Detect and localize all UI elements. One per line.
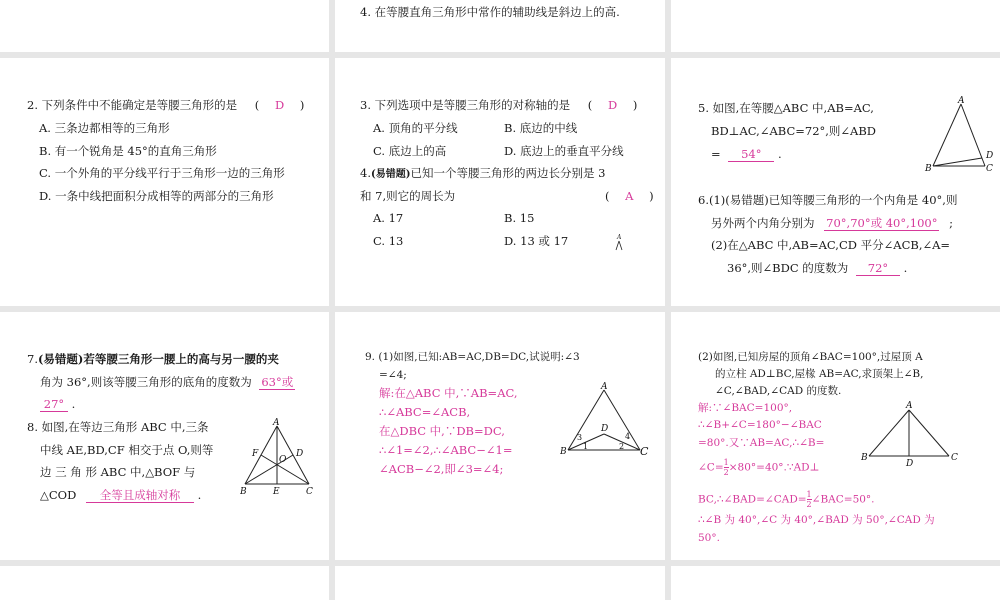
q8-label-f: F bbox=[252, 449, 259, 459]
q4-answer-paren: ( A ) bbox=[605, 189, 654, 203]
q9-solution-2: ∴∠ABC=∠ACB, bbox=[379, 405, 471, 419]
q8-line3: 边 三 角 形 ABC 中,△BOF 与 bbox=[40, 465, 196, 479]
q3-answer: D bbox=[607, 98, 618, 112]
q9b-label-a: A bbox=[906, 401, 913, 411]
q5-label-c: C bbox=[986, 164, 993, 174]
q3-option-c: C. 底边上的高 bbox=[373, 144, 447, 158]
q9b-line1: (2)如图,已知房屋的顶角∠BAC=100°,过屋顶 A bbox=[698, 351, 923, 363]
q6-line1: 6.(1)(易错题)已知等腰三角形的一个内角是 40°,则 bbox=[698, 193, 958, 207]
q4-answer: A bbox=[625, 189, 634, 203]
panel-bottom-middle bbox=[335, 566, 665, 600]
q9-label-d: D bbox=[601, 424, 609, 434]
q9b-solution-2: ∴∠B+∠C=180°−∠BAC bbox=[698, 419, 822, 431]
q6-answer-2: 72° bbox=[856, 263, 900, 276]
q5-line1: 5. 如图,在等腰△ABC 中,AB=AC, bbox=[698, 101, 874, 115]
question-4-top: 4. 在等腰直角三角形中常作的辅助线是斜边上的高. bbox=[360, 5, 620, 19]
q8-line4: △COD 全等且成轴对称 . bbox=[40, 488, 202, 502]
q9-label-2: 2 bbox=[619, 442, 625, 451]
q5-label-a: A bbox=[958, 96, 965, 106]
panel-q5-q6 bbox=[671, 58, 1000, 306]
panel-bottom-right bbox=[671, 566, 1000, 600]
q9b-label-d: D bbox=[906, 459, 914, 469]
q9-label-b: B bbox=[560, 447, 567, 457]
q9b-line2: 的立柱 AD⊥BC,屋椽 AB=AC,求顶架上∠B, bbox=[715, 368, 924, 380]
q8-line1: 8. 如图,在等边三角形 ABC 中,三条 bbox=[27, 420, 209, 434]
q8-line2: 中线 AE,BD,CF 相交于点 O,则等 bbox=[40, 443, 214, 457]
q9-solution-1: 解:在△ABC 中,∵AB=AC, bbox=[379, 386, 518, 400]
q5-line2: BD⊥AC,∠ABC=72°,则∠ABD bbox=[711, 124, 877, 138]
panel-q9-part2 bbox=[671, 312, 1000, 560]
panel-top-left bbox=[0, 0, 329, 52]
q9-label-c: C bbox=[640, 445, 649, 458]
q3-option-b: B. 底边的中线 bbox=[504, 121, 578, 135]
q9-solution-3: 在△DBC 中,∵DB=DC, bbox=[379, 424, 505, 438]
q7-line1: 7.(易错题)若等腰三角形一腰上的高与另一腰的夹 bbox=[27, 352, 279, 366]
panel-top-right bbox=[671, 0, 1000, 52]
q2-option-c: C. 一个外角的平分线平行于三角形一边的三角形 bbox=[39, 166, 285, 180]
q9-triangle-figure bbox=[560, 382, 650, 462]
q6-line4: 36°,则∠BDC 的度数为 72° . bbox=[727, 261, 908, 275]
panel-q3-q4 bbox=[335, 58, 665, 306]
q6-line3: (2)在△ABC 中,AB=AC,CD 平分∠ACB,∠A= bbox=[711, 238, 951, 252]
q2-answer: D bbox=[274, 98, 285, 112]
q9-solution-4: ∴∠1=∠2,∴∠ABC−∠1= bbox=[379, 443, 513, 457]
q7-line3: 27° . bbox=[40, 399, 75, 412]
q8-label-b: B bbox=[240, 487, 247, 497]
q9b-solution-6: ∴∠B 为 40°,∠C 为 40°,∠BAD 为 50°,∠CAD 为 bbox=[698, 514, 935, 526]
q9b-label-c: C bbox=[951, 453, 958, 463]
q4-option-a: A. 17 bbox=[373, 211, 404, 225]
panel-top-middle bbox=[335, 0, 665, 52]
q5-triangle-figure bbox=[923, 96, 998, 176]
panel-q9-part1 bbox=[335, 312, 665, 560]
q9-label-1: 1 bbox=[583, 442, 589, 451]
q6-answer-1: 70°,70°或 40°,100° bbox=[826, 216, 938, 230]
q3-option-a: A. 顶角的平分线 bbox=[373, 121, 458, 135]
q4-option-d: D. 13 或 17 bbox=[504, 234, 569, 248]
q2-option-d: D. 一条中线把面积分成相等的两部分的三角形 bbox=[39, 189, 274, 203]
q5-answer: 54° bbox=[728, 149, 774, 162]
panel-bottom-left bbox=[0, 566, 329, 600]
q9b-solution-4: ∠C= $\frac{1}{2}$ ×80°=40°.∵AD⊥ bbox=[698, 458, 820, 477]
q8-label-c: C bbox=[306, 487, 313, 497]
q5-line3: = 54° . bbox=[711, 147, 782, 161]
q4-option-b: B. 15 bbox=[504, 211, 535, 225]
q8-triangle-figure bbox=[240, 418, 320, 498]
q8-label-e: E bbox=[273, 487, 280, 497]
q9-label-3: 3 bbox=[577, 433, 583, 442]
panel-q7-q8 bbox=[0, 312, 329, 560]
q9-line1: 9. (1)如图,已知:AB=AC,DB=DC,试说明:∠3 bbox=[365, 351, 580, 363]
q9-solution-5: ∠ACB−∠2,即∠3=∠4; bbox=[379, 462, 504, 476]
q4-option-c: C. 13 bbox=[373, 234, 404, 248]
q9b-house-figure bbox=[861, 400, 971, 470]
q2-option-b: B. 有一个锐角是 45°的直角三角形 bbox=[39, 144, 217, 158]
q9-label-a: A bbox=[601, 382, 608, 392]
panel-q2 bbox=[0, 58, 329, 306]
q2-stem: 2. 下列条件中不能确定是等腰三角形的是 ( D ) bbox=[27, 98, 305, 112]
q2-option-a: A. 三条边都相等的三角形 bbox=[39, 121, 170, 135]
q5-label-b: B bbox=[925, 164, 932, 174]
q9b-solution-1: 解:∵∠BAC=100°, bbox=[698, 402, 793, 414]
q9b-label-b: B bbox=[861, 453, 868, 463]
q9b-solution-5: BC,∴∠BAD=∠CAD= $\frac{1}{2}$ ∠BAC=50°. bbox=[698, 490, 875, 509]
q3-option-d: D. 底边上的垂直平分线 bbox=[504, 144, 624, 158]
q7-answer-b: 27° bbox=[40, 399, 68, 412]
q4-stem-line2: 和 7,则它的周长为 bbox=[360, 189, 456, 203]
q9-label-4: 4 bbox=[625, 432, 631, 441]
q8-label-o: O bbox=[279, 455, 287, 465]
q9-line2: =∠4; bbox=[379, 369, 407, 381]
q9b-solution-7: 50°. bbox=[698, 532, 720, 544]
q9b-solution-3: =80°.又∵AB=AC,∴∠B= bbox=[698, 437, 825, 449]
q8-label-a: A bbox=[273, 418, 280, 428]
q8-answer: 全等且成轴对称 bbox=[86, 490, 194, 503]
q9b-line3: ∠C,∠BAD,∠CAD 的度数. bbox=[715, 385, 842, 397]
q7-line2: 角为 36°,则该等腰三角形的底角的度数为 63°或 bbox=[40, 375, 294, 389]
mini-triangle-figure bbox=[611, 232, 631, 254]
q8-label-d: D bbox=[296, 449, 304, 459]
q7-answer-a: 63°或 bbox=[261, 375, 294, 389]
mini-label-a: A bbox=[617, 234, 622, 241]
q6-line2: 另外两个内角分别为 70°,70°或 40°,100° ; bbox=[711, 216, 954, 230]
q3-stem: 3. 下列选项中是等腰三角形的对称轴的是 ( D ) bbox=[360, 98, 638, 112]
q5-label-d: D bbox=[986, 151, 994, 161]
q4-stem: 4.(易错题)已知一个等腰三角形的两边长分别是 3 bbox=[360, 166, 606, 180]
